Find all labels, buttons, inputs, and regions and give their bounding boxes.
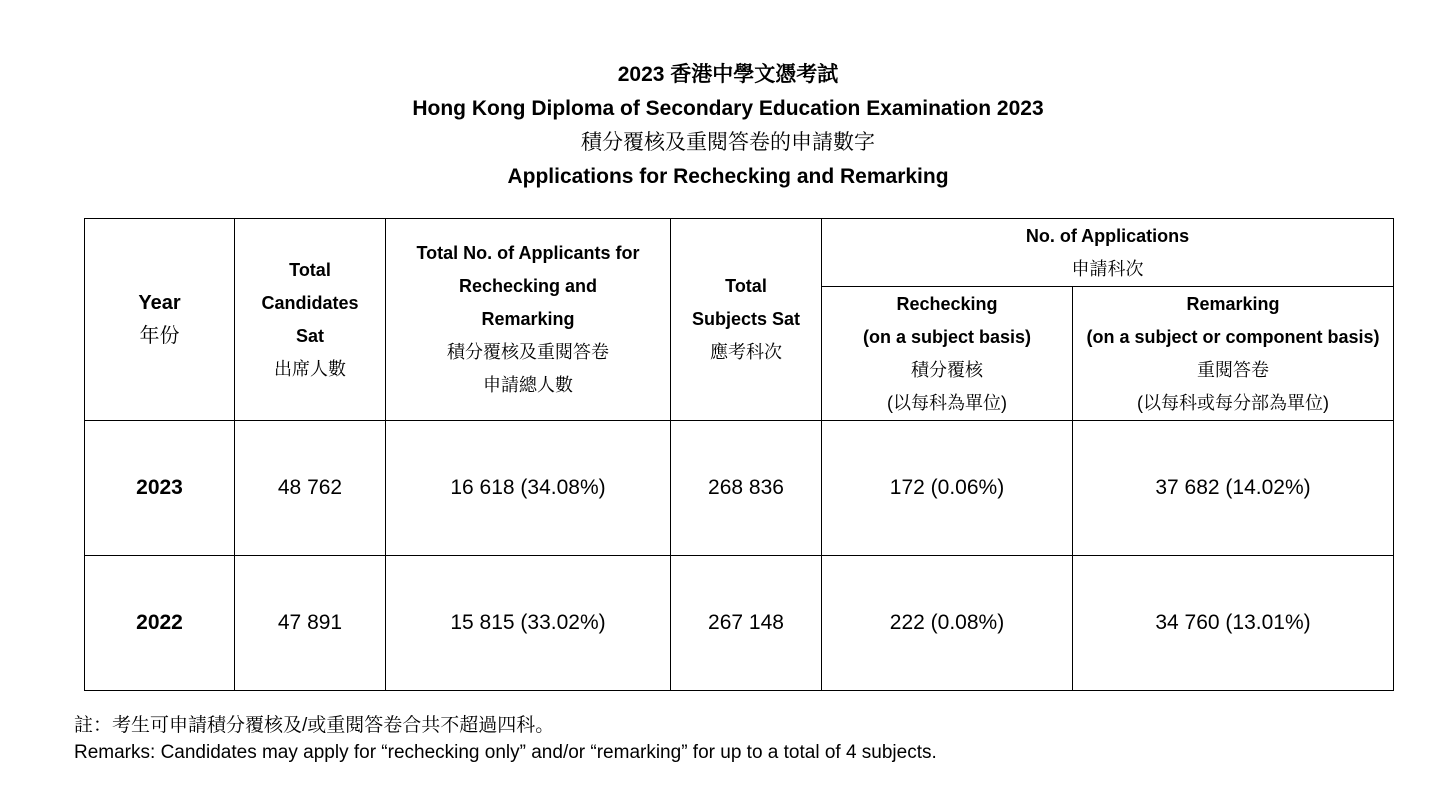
row-subjects: 268 836 bbox=[671, 421, 822, 556]
header-subjects-zh: 應考科次 bbox=[710, 342, 782, 362]
header-applications-en: No. of Applications bbox=[1025, 225, 1190, 246]
document-title bbox=[0, 58, 1456, 194]
header-rechecking-en2: (on a subject basis) bbox=[862, 326, 1032, 347]
table-row bbox=[85, 556, 1394, 691]
header-applications-zh: 申請科次 bbox=[1071, 258, 1144, 279]
header-year bbox=[85, 219, 235, 421]
row-year: 2022 bbox=[85, 556, 235, 691]
row-remarking: 37 682 (14.02%) bbox=[1073, 421, 1394, 556]
header-year-zh: 年份 bbox=[139, 324, 180, 347]
header-rechecking bbox=[822, 287, 1073, 421]
header-candidates-zh: 出席人數 bbox=[274, 358, 346, 379]
row-applicants: 16 618 (34.08%) bbox=[386, 421, 671, 556]
remarks-zh: 註：考生可申請積分覆核及/或重閱答卷合共不超過四科。 bbox=[74, 715, 555, 736]
row-subjects: 267 148 bbox=[671, 556, 822, 691]
header-remarking bbox=[1073, 287, 1394, 421]
row-candidates: 48 762 bbox=[235, 421, 386, 556]
row-candidates: 47 891 bbox=[235, 556, 386, 691]
row-year: 2023 bbox=[85, 421, 235, 556]
header-candidates-en1: Total bbox=[289, 259, 331, 280]
header-rechecking-en1: Rechecking bbox=[896, 293, 998, 314]
header-applicants-en3: Remarking bbox=[481, 309, 575, 329]
header-subjects-en1: Total bbox=[725, 276, 767, 296]
title-line-en-applications: Applications for Rechecking and Remarking bbox=[507, 165, 949, 188]
row-applicants: 15 815 (33.02%) bbox=[386, 556, 671, 691]
applications-table bbox=[84, 218, 1394, 691]
header-rechecking-zh2: (以每科為單位) bbox=[887, 392, 1007, 413]
row-rechecking: 172 (0.06%) bbox=[822, 421, 1073, 556]
title-line-zh-exam: 2023 香港中學文憑考試 bbox=[617, 63, 839, 86]
header-rechecking-zh1: 積分覆核 bbox=[911, 359, 983, 380]
title-line-en-exam: Hong Kong Diploma of Secondary Education Examination 2023 bbox=[412, 97, 1044, 120]
remarks bbox=[74, 712, 937, 766]
header-remarking-zh1: 重閱答卷 bbox=[1197, 359, 1269, 380]
header-applications bbox=[822, 219, 1394, 287]
header-candidates bbox=[235, 219, 386, 421]
header-applicants bbox=[386, 219, 671, 421]
header-remarking-en1: Remarking bbox=[1186, 293, 1280, 314]
header-remarking-zh2: (以每科或每分部為單位) bbox=[1137, 392, 1329, 413]
header-remarking-en2: (on a subject or component basis) bbox=[1086, 326, 1380, 347]
header-candidates-en2: Candidates bbox=[261, 292, 359, 313]
header-year-en: Year bbox=[138, 291, 181, 314]
table-row bbox=[85, 421, 1394, 556]
row-rechecking: 222 (0.08%) bbox=[822, 556, 1073, 691]
header-applicants-zh2: 申請總人數 bbox=[483, 375, 573, 395]
header-applicants-en2: Rechecking and bbox=[458, 276, 598, 296]
table-header-row bbox=[85, 219, 1394, 287]
header-subjects-en2: Subjects Sat bbox=[691, 309, 801, 329]
header-candidates-en3: Sat bbox=[295, 325, 324, 346]
header-subjects bbox=[671, 219, 822, 421]
remarks-en: Remarks: Candidates may apply for “rechecking only” and/or “remarking” for up to a total of 4 subjects. bbox=[74, 742, 937, 763]
header-applicants-zh1: 積分覆核及重閱答卷 bbox=[447, 342, 609, 362]
header-applicants-en1: Total No. of Applicants for bbox=[416, 243, 640, 263]
title-line-zh-applications: 積分覆核及重閱答卷的申請數字 bbox=[581, 131, 875, 154]
row-remarking: 34 760 (13.01%) bbox=[1073, 556, 1394, 691]
